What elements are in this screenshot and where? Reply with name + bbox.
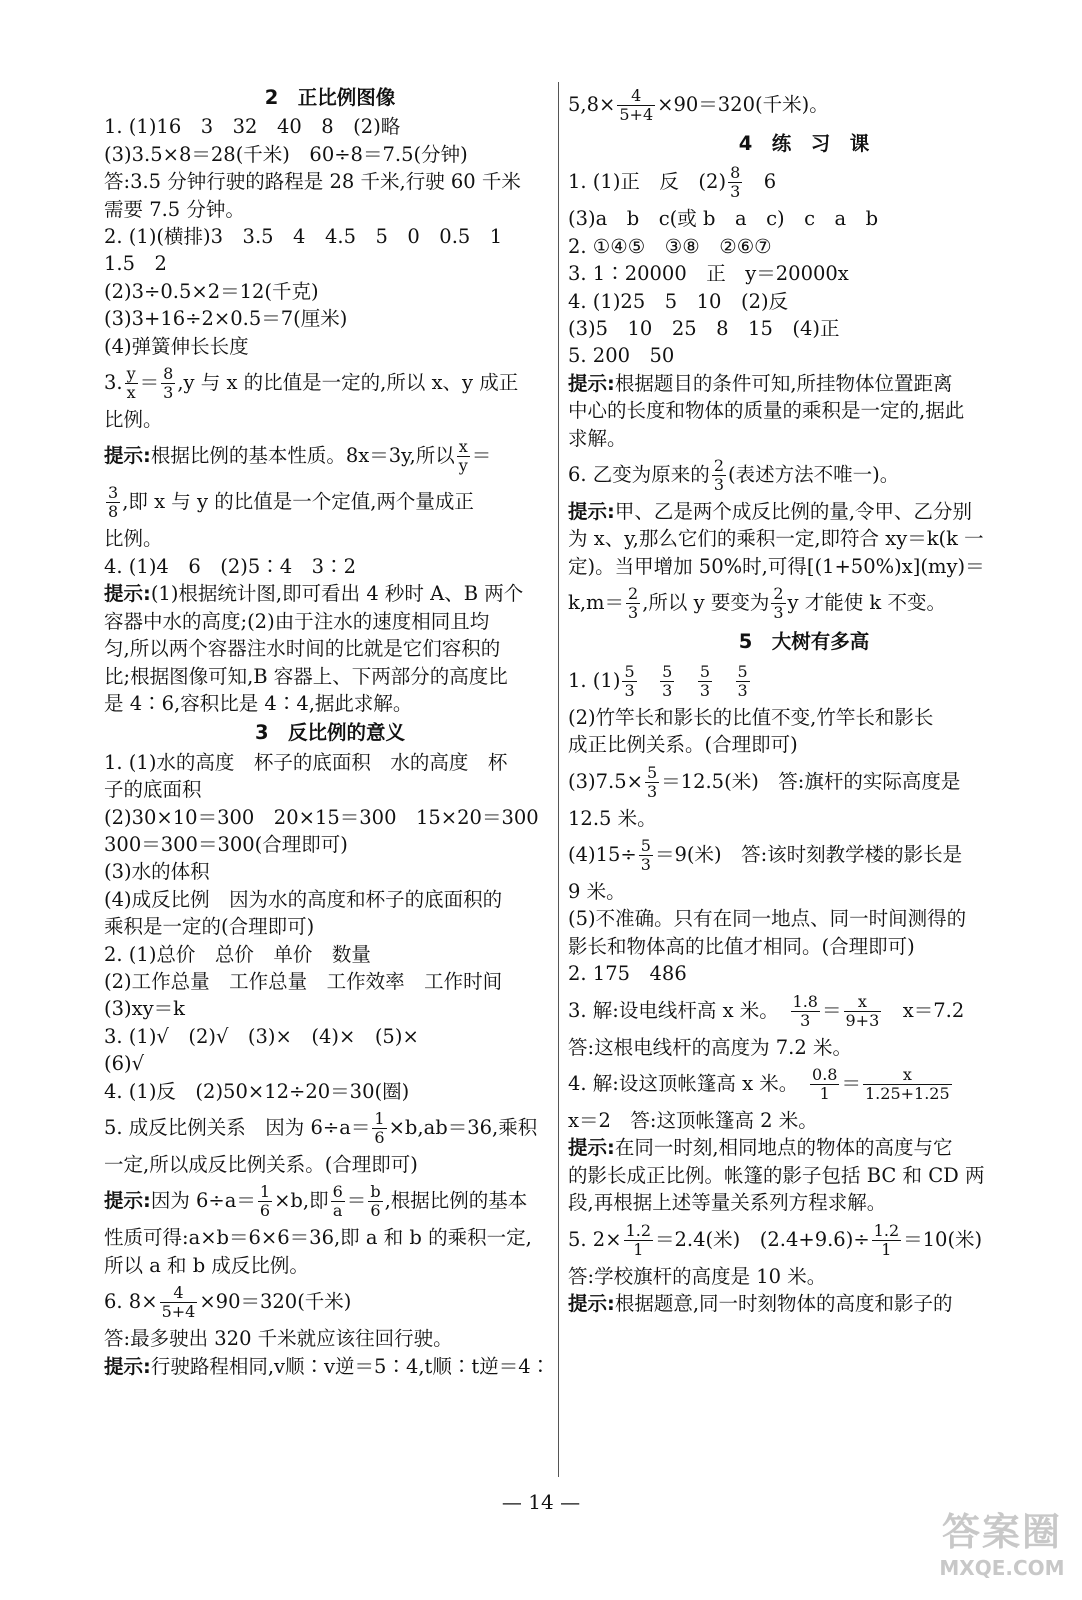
answer-line: 4. (1)反 (2)50×12÷20＝30(圈)	[104, 1079, 410, 1103]
answer-line: 2. (1)总价 总价 单价 数量	[104, 942, 371, 966]
answer-line: 答:这根电线杆的高度为 7.2 米。	[568, 1035, 852, 1059]
hint-line	[568, 498, 1040, 525]
answer-line: (2)30×10＝300 20×15＝300 15×20＝300	[104, 805, 539, 829]
text: 1. (1)正 反 (2)	[568, 170, 727, 194]
answer-line: 答:3.5 分钟行驶的路程是 28 千米,行驶 60 千米	[104, 170, 521, 194]
denominator: 3	[699, 680, 711, 700]
text: 3. 解:设电线杆高 x 米。	[568, 998, 789, 1022]
denominator: 3	[640, 854, 651, 874]
answer-line: (3)xy＝k	[104, 997, 185, 1021]
text: 4. 解:设这顶帐篷高 x 米。	[568, 1071, 809, 1095]
answer-line: (3)3+16÷2×0.5＝7(厘米)	[104, 307, 348, 331]
denominator: 3	[800, 1010, 811, 1030]
text: ×b,即	[274, 1189, 329, 1213]
denominator: 1.25+1.25	[865, 1083, 950, 1103]
text: (表述方法不唯一)。	[728, 463, 900, 487]
hint-line: 容器中水的高度;(2)由于注水的速度相同且均	[104, 609, 490, 633]
fraction	[645, 764, 659, 801]
numerator: 1.8	[792, 991, 818, 1011]
numerator: 2	[773, 584, 784, 604]
hint-line: 中心的长度和物体的质量的乘积是一定的,据此	[568, 399, 965, 423]
answer-line: 乘积是一定的(合理即可)	[104, 915, 315, 939]
text: 行驶路程相同,v顺∶v逆＝5∶4,t顺∶t逆＝4∶	[150, 1354, 551, 1378]
text: ＝	[346, 1189, 367, 1213]
text: 根据题意,同一时刻物体的高度和影子的	[614, 1291, 953, 1315]
denominator: 3	[628, 603, 639, 623]
denominator: a	[332, 1201, 343, 1221]
fraction	[331, 1183, 345, 1220]
section-heading: 4 练 习 课	[738, 132, 870, 155]
answer-line: (3)a b c(或 b a c) c a b	[568, 207, 879, 231]
text: x＝7.2	[883, 998, 965, 1022]
answer-line: 2. ①④⑤ ③⑧ ②⑥⑦	[568, 234, 772, 258]
denominator: 6	[259, 1201, 271, 1221]
fraction	[698, 663, 712, 700]
fraction	[728, 164, 742, 201]
answer-line: 2. (1)(横排)3 3.5 4 4.5 5 0 0.5 1	[104, 225, 503, 249]
numerator: 4	[617, 87, 655, 106]
fraction	[660, 663, 674, 700]
fraction	[258, 1183, 272, 1220]
answer-line: x＝2 答:这顶帐篷高 2 米。	[568, 1108, 818, 1132]
text: ＝10(米)	[903, 1227, 983, 1251]
answer-line: (2)工作总量 工作总量 工作效率 工作时间	[104, 969, 503, 993]
text: ,即 x 与 y 的比值是一个定值,两个量成正	[122, 490, 474, 514]
text: ＝2.4(米) (2.4+9.6)÷	[655, 1227, 870, 1251]
numerator: y	[126, 364, 136, 384]
answer-line: 4. (1)4 6 (2)5∶4 3∶2	[104, 554, 356, 578]
numerator: 2	[628, 584, 639, 604]
text: ＝	[841, 1071, 861, 1095]
denominator: 3	[662, 680, 673, 700]
fraction	[161, 365, 175, 402]
hint-line: 的影长成正比例。帐篷的影子包括 BC 和 CD 两	[568, 1163, 985, 1187]
fraction	[791, 993, 820, 1030]
hint-line	[104, 1178, 556, 1224]
answer-line: 300＝300＝300(合理即可)	[104, 832, 348, 856]
hint-line	[568, 370, 1040, 397]
numerator: 5	[624, 661, 635, 681]
answer-line	[568, 452, 1040, 498]
answer-line: 12.5 米。	[568, 806, 657, 830]
answer-line: 成正比例关系。(合理即可)	[568, 733, 798, 757]
denominator: x	[126, 383, 136, 403]
hint-line	[104, 580, 556, 607]
answer-line: 一定,所以成反比例关系。(合理即可)	[104, 1153, 418, 1176]
answer-line: 2. 175 486	[568, 962, 687, 986]
answer-line	[568, 1217, 1040, 1263]
hint-line: 段,再根据上述等量关系列方程求解。	[568, 1191, 887, 1215]
fraction	[622, 663, 636, 700]
answer-line	[104, 1279, 556, 1325]
answer-line: 子的底面积	[104, 778, 202, 802]
numerator: x	[457, 438, 470, 457]
denominator: 3	[646, 781, 658, 801]
answer-line: (4)弹簧伸长长度	[104, 334, 249, 358]
numerator: 6	[332, 1182, 343, 1202]
answer-line	[104, 360, 556, 406]
answer-line: 3. 1∶20000 正 y＝20000x	[568, 262, 849, 286]
text: 根据题目的条件可知,所挂物体位置距离	[614, 371, 953, 395]
text: 因为 6÷a＝	[150, 1189, 256, 1213]
text: 6. 乙变为原来的	[568, 463, 710, 487]
hint-label: 提示:	[104, 582, 151, 606]
section-heading: 5 大树有多高	[738, 630, 870, 654]
answer-line: 影长和物体高的比值才相同。(合理即可)	[568, 934, 915, 958]
answer-line: (6)√	[104, 1052, 145, 1076]
answer-line: 9 米。	[568, 879, 626, 903]
text: 5,8×	[568, 93, 616, 116]
text: 在同一时刻,相同地点的物体的高度与它	[614, 1136, 953, 1160]
hint-line	[568, 1134, 1040, 1161]
section-heading: 3 反比例的意义	[254, 721, 406, 745]
denominator: 5+4	[619, 105, 654, 124]
numerator: 1	[374, 1109, 385, 1128]
numerator: 1.2	[625, 1220, 652, 1240]
answer-line: (5)不准确。只有在同一地点、同一时间测得的	[568, 907, 967, 931]
right-column	[568, 82, 1040, 1317]
text: (4)15÷	[568, 842, 637, 866]
hint-label: 提示:	[104, 444, 151, 468]
numerator: b	[370, 1182, 381, 1202]
numerator: 5	[662, 661, 673, 681]
text: y 才能使 k 不变。	[787, 591, 946, 615]
fraction	[160, 1284, 198, 1321]
watermark-url: MXQE.COM	[939, 1556, 1065, 1580]
numerator: 8	[730, 163, 741, 183]
text: ＝	[471, 444, 492, 468]
text: ×90＝320(千米)	[199, 1290, 352, 1314]
text: ,根据比例的基本	[384, 1189, 528, 1213]
denominator: 1	[881, 1239, 892, 1259]
text: ＝12.5(米) 答:旗杆的实际高度是	[661, 769, 961, 793]
denominator: 1	[633, 1239, 644, 1259]
hint-label: 提示:	[568, 371, 615, 395]
text: (1)根据统计图,即可看出 4 秒时 A、B 两个	[150, 582, 524, 606]
answer-line: (4)成反比例 因为水的高度和杯子的底面积的	[104, 887, 503, 911]
fraction	[863, 1066, 952, 1103]
text: 5. 2×	[568, 1227, 622, 1251]
hint-line	[568, 580, 1040, 626]
numerator: 5	[646, 762, 658, 782]
fraction	[736, 663, 750, 700]
text: 3.	[104, 371, 123, 395]
numerator: x	[844, 993, 882, 1012]
fraction	[125, 365, 138, 402]
hint-line: 性质可得:a×b＝6×6＝36,即 a 和 b 的乘积一定,	[104, 1226, 532, 1250]
text: (3)7.5×	[568, 769, 643, 793]
answer-line	[568, 759, 1040, 805]
answer-line: 需要 7.5 分钟。	[104, 197, 245, 221]
numerator: 5	[699, 661, 711, 681]
fraction	[368, 1183, 382, 1220]
answer-line	[568, 82, 1040, 128]
denominator: 3	[713, 475, 724, 495]
answer-line: 5. 200 50	[568, 344, 675, 368]
text: ＝	[821, 998, 842, 1022]
text: 甲、乙是两个成反比例的量,令甲、乙分别	[614, 500, 973, 524]
denominator: 3	[737, 680, 748, 700]
text: ×b,ab＝36,乘积	[388, 1116, 538, 1139]
column-divider	[558, 82, 559, 1477]
text: 6. 8×	[104, 1290, 158, 1314]
answer-line: 3. (1)√ (2)√ (3)× (4)× (5)×	[104, 1024, 419, 1048]
denominator: 3	[624, 680, 635, 700]
hint-line: 求解。	[568, 426, 627, 450]
hint-line: 所以 a 和 b 成反比例。	[104, 1253, 309, 1277]
numerator: 3	[108, 483, 119, 503]
answer-line: 1. (1)水的高度 杯子的底面积 水的高度 杯	[104, 750, 508, 774]
answer-line: 1.5 2	[104, 252, 167, 276]
watermark-text: 答案圈	[941, 1510, 1062, 1554]
numerator: 8	[163, 364, 174, 384]
answer-line: (2)竹竿长和影长的比值不变,竹竿长和影长	[568, 705, 934, 729]
fraction	[844, 993, 882, 1030]
answer-line	[568, 1061, 1040, 1107]
denominator: 1	[819, 1083, 830, 1103]
denominator: 8	[108, 502, 119, 522]
hint-line	[104, 1353, 556, 1380]
text: 根据比例的基本性质。8x＝3y,所以	[150, 444, 455, 468]
hint-line: 定)。当甲增加 50%时,可得[(1+50%)x](my)＝	[568, 554, 985, 578]
hint-line: 匀,所以两个容器注水时间的比就是它们容积的	[104, 637, 501, 661]
numerator: 1.2	[873, 1220, 900, 1240]
answer-line: (3)3.5×8＝28(千米) 60÷8＝7.5(分钟)	[104, 142, 468, 166]
denominator: 3	[773, 603, 784, 623]
answer-line: 答:学校旗杆的高度是 10 米。	[568, 1264, 827, 1288]
text: ＝9(米) 答:该时刻教学楼的影长是	[654, 842, 963, 866]
hint-label: 提示:	[104, 1189, 151, 1213]
text: 1. (1)	[568, 668, 621, 692]
hint-label: 提示:	[568, 1291, 615, 1315]
hint-label: 提示:	[104, 1354, 151, 1378]
answer-line: 答:最多驶出 320 千米就应该往回行驶。	[104, 1327, 453, 1351]
fraction	[617, 87, 655, 124]
hint-line	[104, 479, 556, 525]
left-column	[104, 82, 556, 1380]
section-heading: 2 正比例图像	[264, 86, 396, 109]
text: ,所以 y 要变为	[642, 591, 770, 615]
denominator: 6	[374, 1128, 385, 1147]
fraction	[712, 457, 726, 494]
numerator: 5	[737, 661, 748, 681]
fraction	[626, 585, 640, 622]
hint-line	[104, 433, 556, 479]
answer-line	[568, 988, 1040, 1034]
hint-line: 是 4∶6,容积比是 4∶4,据此求解。	[104, 691, 413, 715]
numerator: 0.8	[812, 1064, 838, 1084]
numerator: x	[863, 1066, 952, 1085]
numerator: 1	[259, 1182, 271, 1202]
fraction	[872, 1222, 901, 1259]
hint-line: 比;根据图像可知,B 容器上、下两部分的高度比	[104, 664, 508, 688]
watermark-logo	[932, 1508, 1072, 1594]
text: 6	[744, 170, 777, 194]
numerator: 5	[640, 835, 651, 855]
fraction	[810, 1066, 839, 1103]
answer-line: 4. (1)25 5 10 (2)反	[568, 289, 789, 313]
hint-line: 比例。	[104, 527, 163, 551]
answer-line: 比例。	[104, 408, 163, 432]
numerator: 4	[160, 1284, 198, 1303]
denominator: y	[458, 456, 468, 476]
text: ×90＝320(千米)。	[657, 93, 829, 116]
text: k,m＝	[568, 591, 625, 615]
answer-line: 1. (1)16 3 32 40 8 (2)略	[104, 115, 401, 139]
fraction	[372, 1110, 386, 1147]
text: ＝	[139, 371, 160, 395]
fraction	[624, 1222, 653, 1259]
fraction	[106, 484, 120, 521]
denominator: 6	[370, 1201, 381, 1221]
hint-line: 为 x、y,那么它们的乘积一定,即符合 xy＝k(k 一	[568, 527, 984, 551]
denominator: 3	[730, 182, 741, 202]
hint-line	[568, 1290, 1040, 1317]
text: 5. 成反比例关系 因为 6÷a＝	[104, 1116, 371, 1139]
denominator: 9+3	[845, 1010, 880, 1030]
answer-line	[568, 658, 1040, 704]
answer-line: (3)5 10 25 8 15 (4)正	[568, 317, 840, 341]
numerator: 2	[713, 456, 724, 476]
page-number: — 14 —	[501, 1490, 581, 1514]
answer-line: (2)3÷0.5×2＝12(千克)	[104, 279, 319, 303]
answer-line	[568, 832, 1040, 878]
denominator: 5+4	[161, 1302, 196, 1322]
text: ,y 与 x 的比值是一定的,所以 x、y 成正	[177, 371, 519, 395]
fraction	[457, 438, 470, 475]
denominator: 3	[163, 383, 174, 403]
answer-line	[568, 159, 1040, 205]
answer-line: (3)水的体积	[104, 860, 210, 884]
answer-line	[104, 1105, 556, 1151]
fraction	[771, 585, 785, 622]
fraction	[639, 837, 653, 874]
hint-label: 提示:	[568, 1136, 615, 1160]
hint-label: 提示:	[568, 500, 615, 524]
